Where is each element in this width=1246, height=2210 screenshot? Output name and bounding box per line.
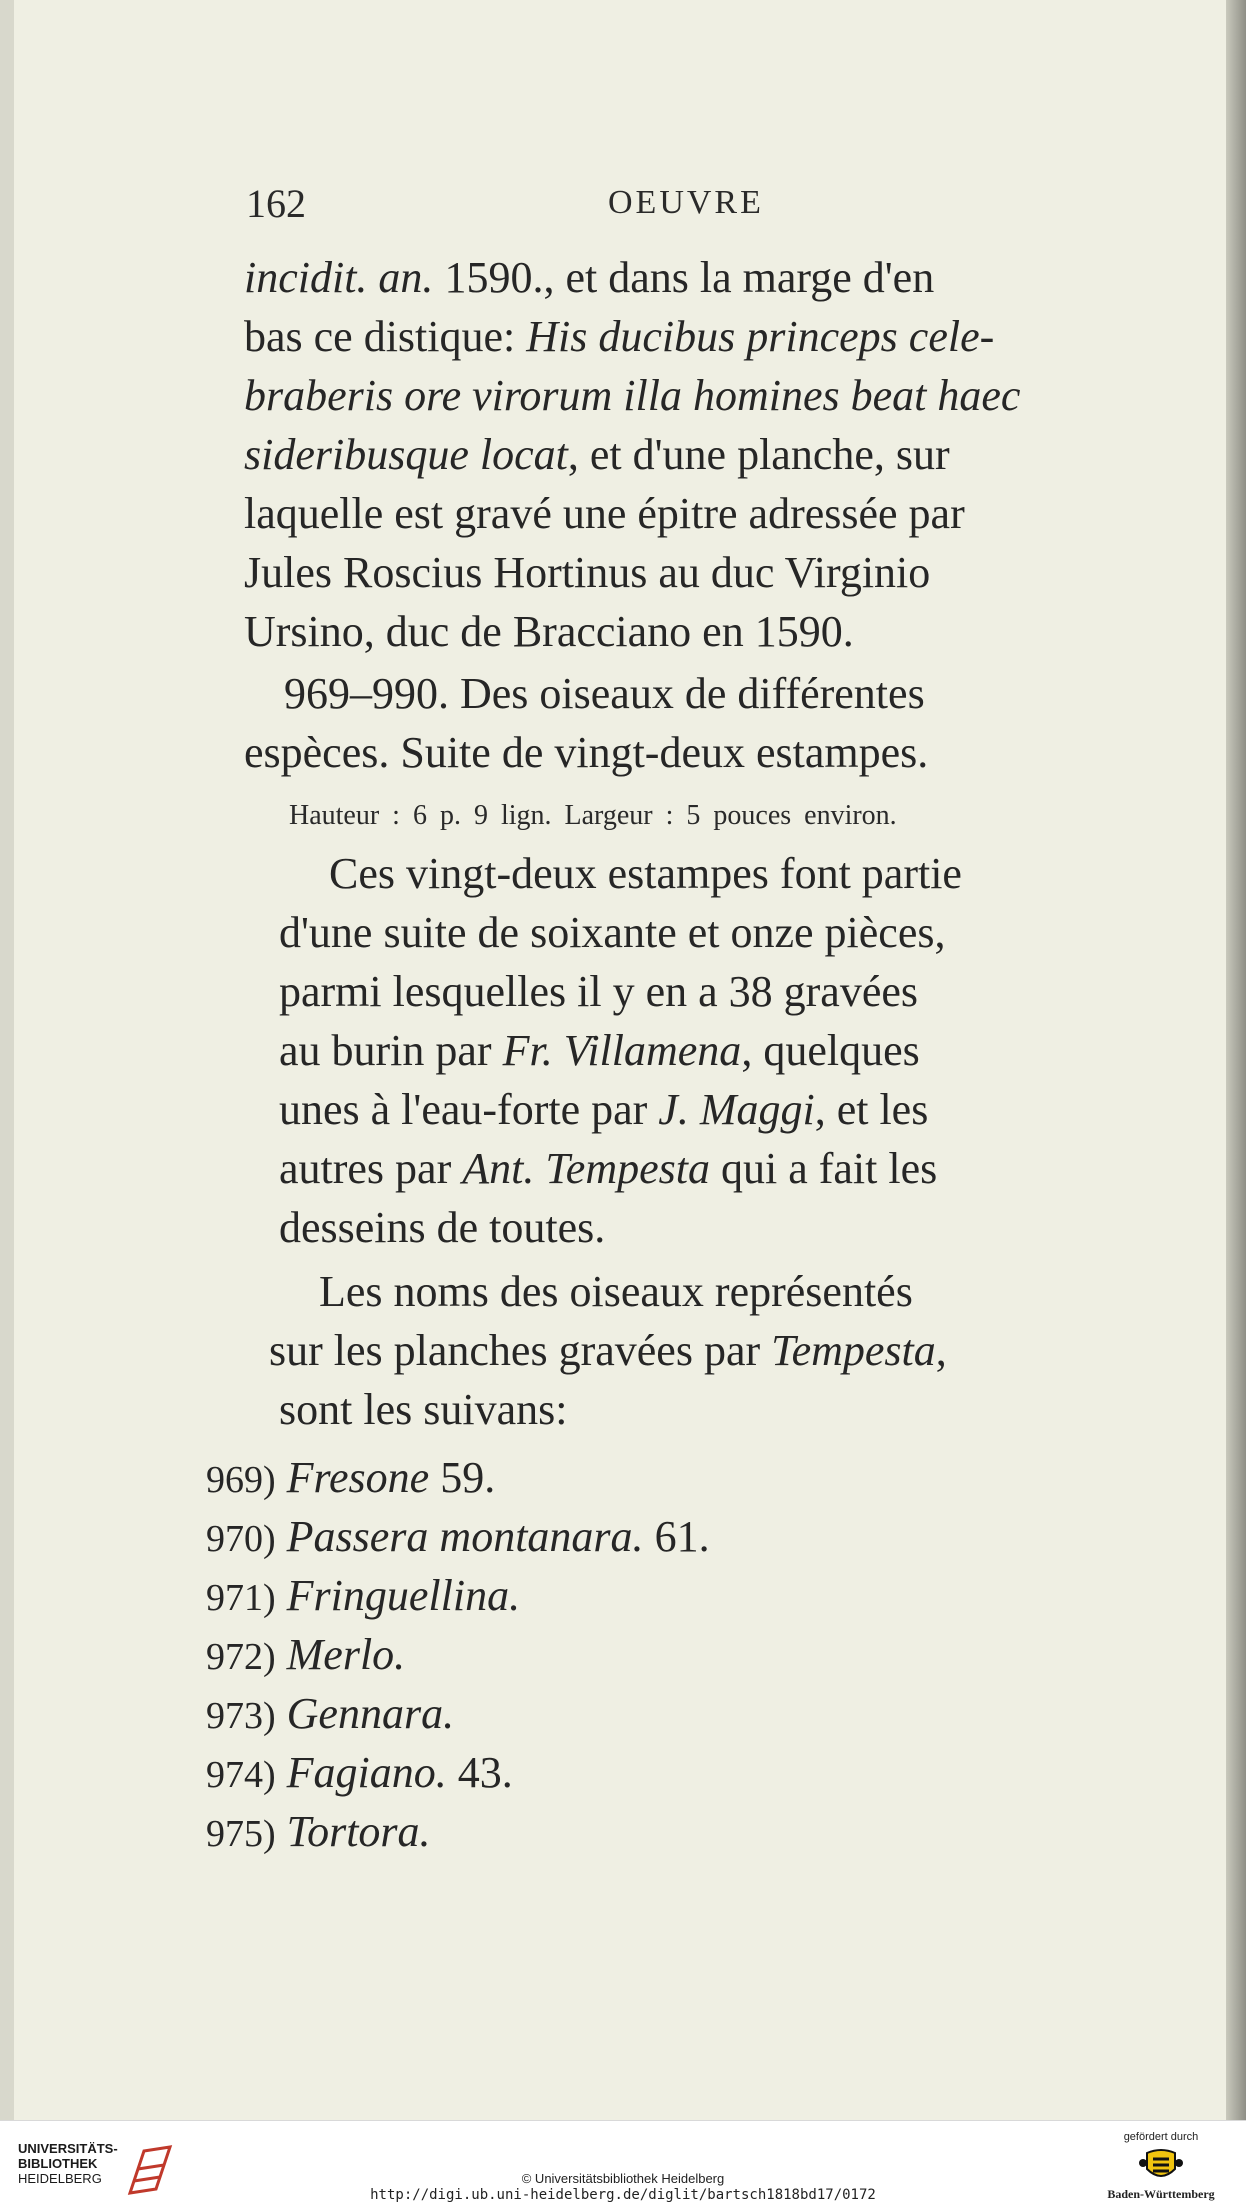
text-line: parmi lesquelles il y en a 38 gravées xyxy=(279,967,919,1016)
text-line: sur les planches gravées par Tempesta, xyxy=(269,1326,947,1375)
text-line: sont les suivans: xyxy=(279,1385,568,1434)
sponsor-caption: gefördert durch xyxy=(1123,2131,1199,2143)
text-line: bas ce distique: His ducibus princeps cele- xyxy=(244,312,995,361)
state-crest-icon xyxy=(1137,2147,1185,2185)
text-line: Jules Roscius Hortinus au duc Virginio xyxy=(244,548,931,597)
list-item: 974) Fagiano. 43. xyxy=(206,1748,513,1797)
text-line: Ursino, duc de Bracciano en 1590. xyxy=(244,607,854,656)
left-scan-margin xyxy=(0,0,14,2120)
dimensions-line: Hauteur : 6 p. 9 lign. Largeur : 5 pouces environ. xyxy=(289,800,897,831)
text-line: d'une suite de soixante et onze pièces, xyxy=(279,908,946,957)
list-item: 972) Merlo. xyxy=(206,1630,406,1679)
list-item: 975) Tortora. xyxy=(206,1807,431,1856)
sponsor-block xyxy=(1096,2131,1226,2202)
sponsor-name: Baden-Württemberg xyxy=(1107,2187,1215,2201)
page-edge-shadow xyxy=(1226,0,1246,2120)
text-line: au burin par Fr. Villamena, quelques xyxy=(279,1026,920,1075)
text-line: Ces vingt-deux estampes font partie xyxy=(329,849,962,898)
text-line: 969–990. Des oiseaux de différentes xyxy=(284,669,925,718)
text-line: autres par Ant. Tempesta qui a fait les xyxy=(279,1144,938,1193)
text-line: braberis ore virorum illa homines beat haec xyxy=(244,371,1021,420)
text-line: espèces. Suite de vingt-deux estampes. xyxy=(244,728,929,777)
running-title: OEUVRE xyxy=(608,184,764,221)
list-item: 970) Passera montanara. 61. xyxy=(206,1512,710,1561)
book-page xyxy=(14,0,1226,2120)
text-line: sideribusque locat, et d'une planche, sur xyxy=(244,430,950,479)
copyright-notice: © Universitätsbibliothek Heidelberg xyxy=(521,2171,725,2186)
footer-bar xyxy=(0,2120,1246,2210)
text-line: desseins de toutes. xyxy=(279,1203,606,1252)
library-name: UNIVERSITÄTS- BIBLIOTHEK HEIDELBERG xyxy=(18,2141,118,2186)
list-item: 973) Gennara. xyxy=(206,1689,455,1738)
text-line: laquelle est gravé une épitre adressée par xyxy=(244,489,965,538)
text-line: Les noms des oiseaux représentés xyxy=(319,1267,913,1316)
page-number: 162 xyxy=(246,181,306,226)
permalink-url[interactable]: http://digi.ub.uni-heidelberg.de/diglit/bartsch1818bd17/0172 xyxy=(370,2187,876,2203)
list-item: 969) Fresone 59. xyxy=(206,1453,496,1502)
text-line: unes à l'eau-forte par J. Maggi, et les xyxy=(279,1085,929,1134)
text-line: incidit. an. 1590., et dans la marge d'en xyxy=(244,253,935,302)
list-item: 971) Fringuellina. xyxy=(206,1571,521,1620)
page-header xyxy=(246,180,1046,230)
